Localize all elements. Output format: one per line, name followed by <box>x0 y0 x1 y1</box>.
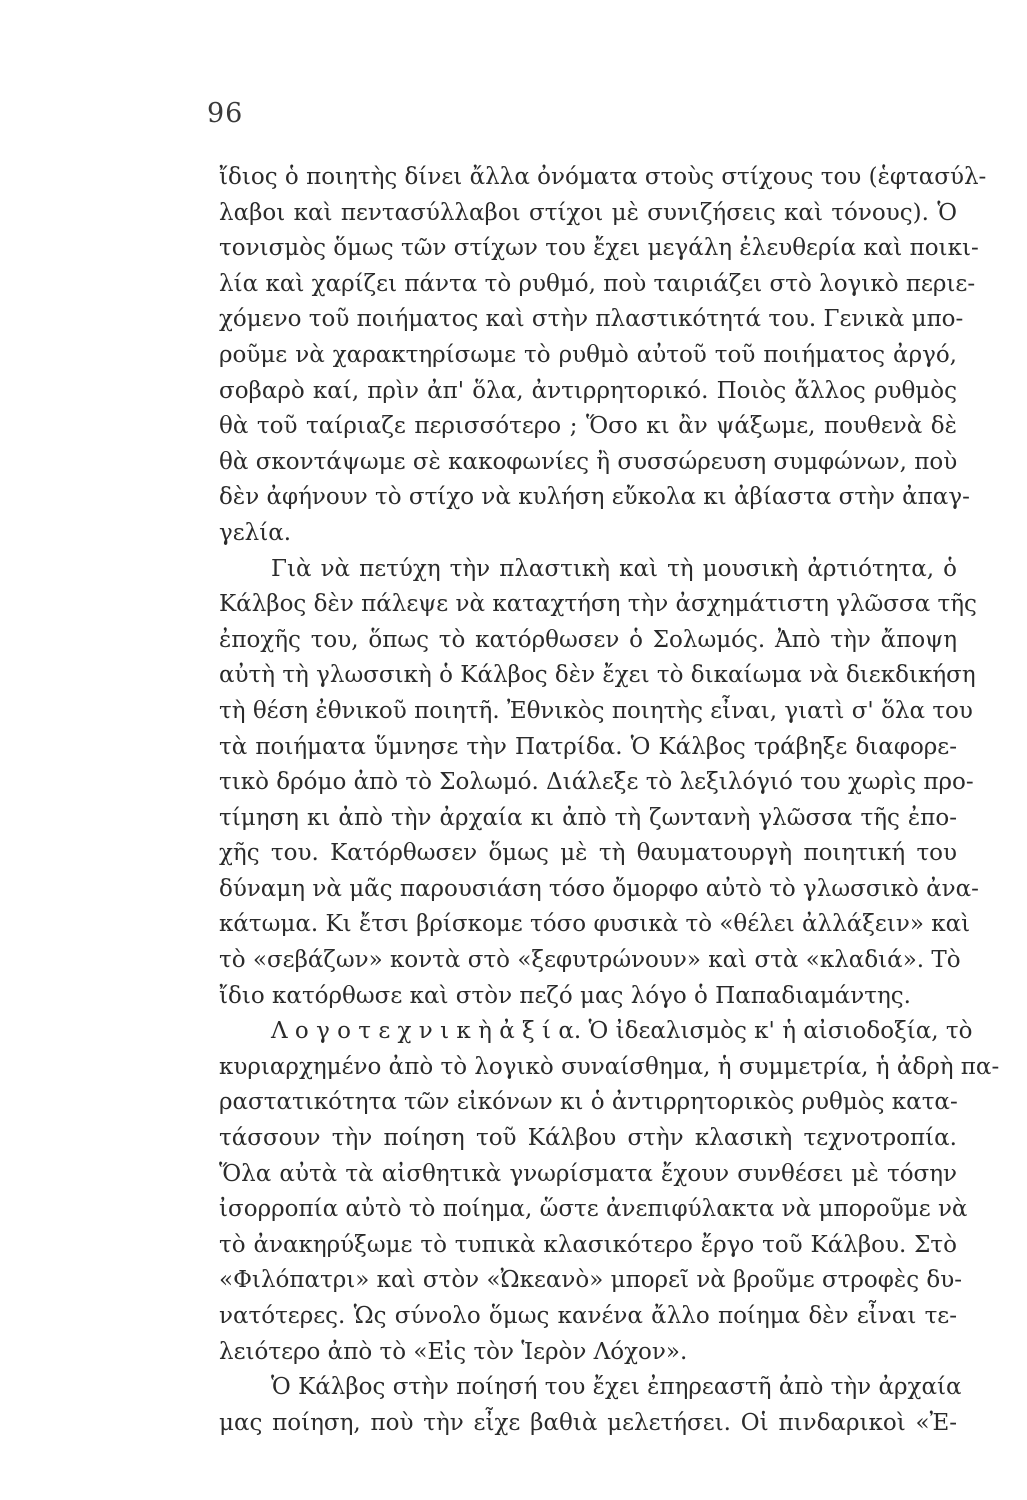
text-line: δὲν ἀφήνουν τὸ στίχο νὰ κυλήση εὔκολα κι ἀβίαστα στὴν ἀπαγ- <box>219 484 970 511</box>
text-line: θὰ τοῦ ταίριαζε περισσότερο ; Ὅσο κι ἂν ψάξωμε, πουθενὰ δὲ <box>219 413 957 440</box>
text-line: λία καὶ χαρίζει πάντα τὸ ρυθμό, ποὺ ταιριάζει στὸ λογικὸ περιε- <box>219 270 976 297</box>
text-line: «Φιλόπατρι» καὶ στὸν «Ὠκεανὸ» μπορεῖ νὰ βροῦμε στροφὲς δυ- <box>219 1267 962 1294</box>
text-line: Ὁ Κάλβος στὴν ποίησή του ἔχει ἐπηρεαστῆ ἀπὸ τὴν ἀρχαία <box>271 1374 962 1401</box>
text-line: κάτωμα. Κι ἔτσι βρίσκομε τόσο φυσικὰ τὸ «θέλει ἀλλάξειν» καὶ <box>219 911 971 938</box>
text-line: λαβοι καὶ πεντασύλλαβοι στίχοι μὲ συνιζήσεις καὶ τόνους). Ὁ <box>219 199 957 226</box>
text-line: ἴδιος ὁ ποιητὴς δίνει ἄλλα ὀνόματα στοὺς στίχους του (ἑφτασύλ- <box>219 164 987 190</box>
text-line: μας ποίηση, ποὺ τὴν εἶχε βαθιὰ μελετήσει. Οἱ πινδαρικοὶ «Ἐ- <box>219 1409 957 1436</box>
text-line: τὰ ποιήματα ὕμνησε τὴν Πατρίδα. Ὁ Κάλβος τράβηξε διαφορε- <box>219 733 957 760</box>
text-line: τὸ «σεβάζων» κοντὰ στὸ «ξεφυτρώνουν» καὶ στὰ «κλαδιά». Τὸ <box>219 947 961 974</box>
text-line: αὐτὴ τὴ γλωσσικὴ ὁ Κάλβος δὲν ἔχει τὸ δικαίωμα νὰ διεκδικήση <box>219 662 976 689</box>
page-number: 96 <box>207 98 244 129</box>
text-line: Γιὰ νὰ πετύχη τὴν πλαστικὴ καὶ τὴ μουσικὴ ἀρτιότητα, ὁ <box>271 555 957 582</box>
text-line: τικὸ δρόμο ἀπὸ τὸ Σολωμό. Διάλεξε τὸ λεξιλόγιό του χωρὶς προ- <box>219 769 974 796</box>
text-line: θὰ σκοντάψωμε σὲ κακοφωνίες ἢ συσσώρευση συμφώνων, ποὺ <box>219 448 958 475</box>
text-line: δύναμη νὰ μᾶς παρουσιάση τόσο ὄμορφο αὐτὸ τὸ γλωσσικὸ ἀνα- <box>219 875 979 902</box>
text-line: σοβαρὸ καί, πρὶν ἀπ' ὅλα, ἀντιρρητορικό. Ποιὸς ἄλλος ρυθμὸς <box>219 377 957 404</box>
text-line: τονισμὸς ὅμως τῶν στίχων του ἔχει μεγάλη ἐλευθερία καὶ ποικι- <box>219 235 979 262</box>
text-line: χῆς του. Κατόρθωσεν ὅμως μὲ τὴ θαυματουργὴ ποιητική του <box>219 840 957 867</box>
text-line: τὴ θέση ἐθνικοῦ ποιητῆ. Ἐθνικὸς ποιητὴς εἶναι, γιατὶ σ' ὅλα του <box>219 697 973 724</box>
text-line: ραστατικότητα τῶν εἰκόνων κι ὁ ἀντιρρητορικὸς ρυθμὸς κατα- <box>219 1089 958 1116</box>
text-line: χόμενο τοῦ ποιήματος καὶ στὴν πλαστικότητά του. Γενικὰ μπο- <box>219 306 964 333</box>
text-line: Λ ο γ ο τ ε χ ν ι κ ὴ ἀ ξ ί α. Ὁ ἰδεαλισμὸς κ' ἡ αἰσιοδοξία, τὸ <box>271 1018 973 1045</box>
text-line: τάσσουν τὴν ποίηση τοῦ Κάλβου στὴν κλασικὴ τεχνοτροπία. <box>219 1125 957 1152</box>
text-line: γελία. <box>219 519 292 546</box>
text-line: Ὅλα αὐτὰ τὰ αἰσθητικὰ γνωρίσματα ἔχουν συνθέσει μὲ τόσην <box>219 1160 957 1187</box>
text-line: τὸ ἀνακηρύξωμε τὸ τυπικὰ κλασικότερο ἔργο τοῦ Κάλβου. Στὸ <box>219 1231 957 1258</box>
text-line: ἰσορροπία αὐτὸ τὸ ποίημα, ὥστε ἀνεπιφύλακτα νὰ μποροῦμε νὰ <box>219 1196 968 1223</box>
body-text <box>219 160 1000 1441</box>
text-line: λειότερο ἀπὸ τὸ «Εἰς τὸν Ἱερὸν Λόχον». <box>219 1338 688 1365</box>
text-line: τίμηση κι ἀπὸ τὴν ἀρχαία κι ἀπὸ τὴ ζωντανὴ γλῶσσα τῆς ἐπο- <box>219 804 957 831</box>
text-line: νατότερες. Ὡς σύνολο ὅμως κανένα ἄλλο ποίημα δὲν εἶναι τε- <box>219 1303 957 1329</box>
text-line: Κάλβος δὲν πάλεψε νὰ καταχτήση τὴν ἀσχημάτιστη γλῶσσα τῆς <box>219 591 977 618</box>
text-line: ροῦμε νὰ χαρακτηρίσωμε τὸ ρυθμὸ αὐτοῦ τοῦ ποιήματος ἀργό, <box>219 341 957 368</box>
text-line: ἐποχῆς του, ὅπως τὸ κατόρθωσεν ὁ Σολωμός. Ἀπὸ τὴν ἄποψη <box>219 626 957 653</box>
text-line: ἴδιο κατόρθωσε καὶ στὸν πεζό μας λόγο ὁ Παπαδιαμάντης. <box>219 982 911 1009</box>
text-line: κυριαρχημένο ἀπὸ τὸ λογικὸ συναίσθημα, ἡ συμμετρία, ἡ ἀδρὴ πα- <box>219 1053 1000 1080</box>
